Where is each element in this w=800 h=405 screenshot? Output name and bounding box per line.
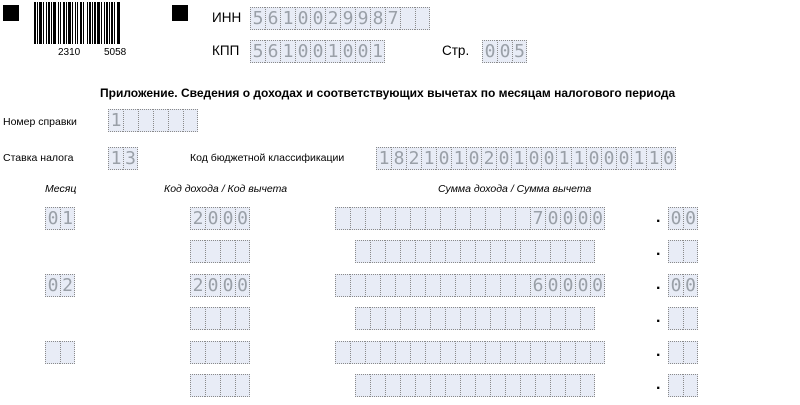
char-cell <box>485 207 500 230</box>
char-cell <box>460 240 475 263</box>
barcode-number-right: 5058 <box>104 47 127 58</box>
deduction-code-field-2[interactable] <box>190 307 250 330</box>
char-cell <box>560 341 575 364</box>
char-cell: 5 <box>512 40 527 63</box>
char-cell: 1 <box>60 207 75 230</box>
char-cell: 0 <box>575 207 590 230</box>
char-cell <box>550 240 565 263</box>
char-cell <box>395 207 410 230</box>
char-cell: 0 <box>482 40 497 63</box>
char-cell <box>580 307 595 330</box>
char-cell: 6 <box>265 40 280 63</box>
char-cell <box>395 274 410 297</box>
char-cell <box>425 207 440 230</box>
char-cell <box>565 374 580 397</box>
char-cell <box>515 207 530 230</box>
char-cell <box>370 240 385 263</box>
char-cell: 0 <box>310 7 325 30</box>
char-cell <box>485 341 500 364</box>
char-cell <box>500 274 515 297</box>
char-cell: 1 <box>631 147 646 170</box>
char-cell <box>385 240 400 263</box>
char-cell <box>550 307 565 330</box>
char-cell <box>455 207 470 230</box>
barcode-bar <box>53 2 56 44</box>
char-cell <box>580 374 595 397</box>
decimal-point: . <box>656 276 661 293</box>
barcode-bar <box>109 2 110 44</box>
char-cell: 0 <box>601 147 616 170</box>
kbk-label: Код бюджетной классификации <box>190 152 345 164</box>
barcode-bar <box>68 2 71 44</box>
char-cell <box>370 307 385 330</box>
char-cell <box>400 374 415 397</box>
char-cell <box>355 307 370 330</box>
char-cell: 6 <box>265 7 280 30</box>
income-code-field-3[interactable] <box>190 341 250 364</box>
barcode-bar <box>63 2 65 44</box>
char-cell: 0 <box>668 274 683 297</box>
char-cell <box>683 240 698 263</box>
inn-label: ИНН <box>212 10 242 25</box>
char-cell <box>668 374 683 397</box>
char-cell: 1 <box>108 147 123 170</box>
column-header-sum: Сумма дохода / Сумма вычета <box>438 183 592 195</box>
char-cell <box>410 341 425 364</box>
char-cell <box>415 7 430 30</box>
char-cell <box>370 374 385 397</box>
barcode-bar <box>117 2 120 44</box>
char-cell <box>190 341 205 364</box>
char-cell <box>440 207 455 230</box>
barcode-bar <box>34 2 36 44</box>
char-cell <box>520 240 535 263</box>
char-cell <box>683 341 698 364</box>
char-cell: 0 <box>590 274 605 297</box>
barcode-bar <box>114 2 115 44</box>
char-cell: 8 <box>370 7 385 30</box>
char-cell <box>683 374 698 397</box>
char-cell: 0 <box>616 147 631 170</box>
char-cell: 5 <box>250 40 265 63</box>
char-cell: 0 <box>295 40 310 63</box>
char-cell <box>205 341 220 364</box>
char-cell: 0 <box>310 40 325 63</box>
char-cell: 0 <box>45 207 60 230</box>
char-cell <box>475 374 490 397</box>
barcode-bar <box>72 2 73 44</box>
barcode-bar <box>94 2 96 44</box>
char-cell: 0 <box>560 207 575 230</box>
char-cell <box>520 374 535 397</box>
char-cell <box>500 341 515 364</box>
barcode-bar <box>58 2 59 44</box>
barcode-bar <box>37 2 38 44</box>
char-cell <box>235 307 250 330</box>
char-cell <box>385 374 400 397</box>
char-cell <box>365 274 380 297</box>
barcode-bar <box>87 2 88 44</box>
char-cell <box>490 240 505 263</box>
deduction-kopecks-field-2[interactable] <box>668 307 698 330</box>
page-number-field[interactable] <box>482 40 527 63</box>
barcode-bar <box>111 2 113 44</box>
char-cell: 6 <box>530 274 545 297</box>
char-cell <box>335 207 350 230</box>
barcode-bar <box>46 2 47 44</box>
deduction-sum-field-1[interactable] <box>355 240 595 263</box>
char-cell <box>445 307 460 330</box>
char-cell: 0 <box>586 147 601 170</box>
tax-rate-field[interactable] <box>108 147 138 170</box>
char-cell <box>430 307 445 330</box>
month-field-3[interactable] <box>45 341 75 364</box>
char-cell <box>190 240 205 263</box>
income-sum-field-2[interactable] <box>335 274 605 297</box>
char-cell <box>205 240 220 263</box>
tax-rate-label: Ставка налога <box>3 152 74 164</box>
char-cell <box>580 240 595 263</box>
income-sum-field-3[interactable] <box>335 341 605 364</box>
char-cell <box>425 341 440 364</box>
char-cell <box>535 240 550 263</box>
char-cell <box>530 341 545 364</box>
char-cell <box>153 109 168 132</box>
decimal-point: . <box>656 376 661 393</box>
char-cell <box>445 374 460 397</box>
char-cell: 0 <box>590 207 605 230</box>
char-cell: 0 <box>205 274 220 297</box>
char-cell <box>683 307 698 330</box>
deduction-kopecks-field-3[interactable] <box>668 374 698 397</box>
char-cell <box>205 374 220 397</box>
char-cell <box>455 341 470 364</box>
char-cell <box>235 341 250 364</box>
column-header-code: Код дохода / Код вычета <box>164 183 288 195</box>
char-cell: 0 <box>220 274 235 297</box>
char-cell: 0 <box>661 147 676 170</box>
char-cell <box>380 274 395 297</box>
char-cell: 1 <box>325 40 340 63</box>
char-cell: 1 <box>646 147 661 170</box>
char-cell <box>365 341 380 364</box>
char-cell <box>515 274 530 297</box>
char-cell <box>668 341 683 364</box>
barcode <box>34 2 142 44</box>
char-cell: 2 <box>325 7 340 30</box>
char-cell <box>335 274 350 297</box>
char-cell <box>455 274 470 297</box>
char-cell: 0 <box>235 207 250 230</box>
char-cell <box>575 341 590 364</box>
barcode-bar <box>101 2 102 44</box>
char-cell <box>45 341 60 364</box>
barcode-bar <box>106 2 108 44</box>
char-cell <box>365 207 380 230</box>
corner-marker-right <box>172 5 188 21</box>
char-cell: 0 <box>683 207 698 230</box>
char-cell <box>445 240 460 263</box>
deduction-sum-field-3[interactable] <box>355 374 595 397</box>
barcode-bar <box>104 2 105 44</box>
corner-marker-left <box>3 5 19 21</box>
char-cell <box>550 374 565 397</box>
char-cell <box>400 7 415 30</box>
char-cell <box>380 207 395 230</box>
char-cell <box>205 307 220 330</box>
char-cell: 2 <box>406 147 421 170</box>
char-cell: 2 <box>60 274 75 297</box>
char-cell: 0 <box>496 147 511 170</box>
char-cell: 1 <box>376 147 391 170</box>
char-cell <box>475 307 490 330</box>
char-cell <box>460 374 475 397</box>
barcode-number-left: 2310 <box>58 47 81 58</box>
char-cell: 0 <box>466 147 481 170</box>
char-cell <box>355 240 370 263</box>
char-cell: 3 <box>123 147 138 170</box>
char-cell <box>500 207 515 230</box>
char-cell: 1 <box>370 40 385 63</box>
char-cell <box>440 274 455 297</box>
char-cell: 1 <box>108 109 123 132</box>
barcode-bar <box>83 2 84 44</box>
char-cell <box>385 307 400 330</box>
char-cell: 0 <box>545 274 560 297</box>
barcode-bar <box>60 2 61 44</box>
char-cell <box>138 109 153 132</box>
char-cell: 0 <box>526 147 541 170</box>
char-cell <box>505 307 520 330</box>
char-cell: 2 <box>190 274 205 297</box>
char-cell: 0 <box>560 274 575 297</box>
char-cell <box>220 341 235 364</box>
char-cell <box>425 274 440 297</box>
char-cell: 1 <box>421 147 436 170</box>
char-cell <box>668 240 683 263</box>
char-cell <box>123 109 138 132</box>
char-cell: 2 <box>481 147 496 170</box>
char-cell <box>415 240 430 263</box>
barcode-bar <box>48 2 50 44</box>
char-cell <box>490 374 505 397</box>
char-cell: 0 <box>497 40 512 63</box>
char-cell <box>520 307 535 330</box>
char-cell <box>535 374 550 397</box>
income-sum-field-1[interactable] <box>335 207 605 230</box>
char-cell: 0 <box>436 147 451 170</box>
deduction-kopecks-field-1[interactable] <box>668 240 698 263</box>
char-cell <box>535 307 550 330</box>
column-header-month: Месяц <box>45 183 77 195</box>
char-cell: 0 <box>45 274 60 297</box>
char-cell: 0 <box>205 207 220 230</box>
barcode-bar <box>43 2 44 44</box>
income-kopecks-field-3[interactable] <box>668 341 698 364</box>
char-cell: 2 <box>190 207 205 230</box>
char-cell <box>440 341 455 364</box>
char-cell <box>380 341 395 364</box>
char-cell <box>490 307 505 330</box>
char-cell <box>565 240 580 263</box>
income-kopecks-field-2[interactable] <box>668 274 698 297</box>
char-cell <box>350 341 365 364</box>
barcode-bar <box>80 2 82 44</box>
kbk-field[interactable] <box>376 147 676 170</box>
certificate-number-label: Номер справки <box>3 116 77 128</box>
char-cell <box>190 307 205 330</box>
char-cell <box>668 307 683 330</box>
char-cell <box>410 274 425 297</box>
deduction-code-field-3[interactable] <box>190 374 250 397</box>
char-cell <box>415 307 430 330</box>
char-cell: 0 <box>683 274 698 297</box>
char-cell: 0 <box>541 147 556 170</box>
char-cell <box>220 240 235 263</box>
char-cell: 5 <box>250 7 265 30</box>
char-cell <box>505 374 520 397</box>
char-cell <box>505 240 520 263</box>
char-cell <box>350 274 365 297</box>
char-cell: 0 <box>668 207 683 230</box>
decimal-point: . <box>656 242 661 259</box>
char-cell <box>220 307 235 330</box>
char-cell <box>183 109 198 132</box>
char-cell: 0 <box>235 274 250 297</box>
barcode-bar <box>39 2 42 44</box>
char-cell: 0 <box>295 7 310 30</box>
char-cell <box>335 341 350 364</box>
char-cell <box>350 207 365 230</box>
char-cell <box>220 374 235 397</box>
deduction-sum-field-2[interactable] <box>355 307 595 330</box>
char-cell <box>355 374 370 397</box>
char-cell: 8 <box>391 147 406 170</box>
certificate-number-field[interactable] <box>108 109 198 132</box>
income-code-field-1[interactable] <box>190 207 250 230</box>
char-cell: 0 <box>340 40 355 63</box>
char-cell <box>475 240 490 263</box>
char-cell <box>430 240 445 263</box>
kpp-label: КПП <box>212 43 240 58</box>
char-cell: 1 <box>451 147 466 170</box>
section-title: Приложение. Сведения о доходах и соответствующих вычетах по месяцам налогового периода <box>100 86 676 100</box>
char-cell <box>415 374 430 397</box>
char-cell <box>565 307 580 330</box>
char-cell <box>60 341 75 364</box>
char-cell: 1 <box>280 40 295 63</box>
char-cell: 0 <box>220 207 235 230</box>
char-cell <box>400 307 415 330</box>
kpp-field[interactable] <box>250 40 385 63</box>
barcode-bar <box>89 2 91 44</box>
char-cell <box>545 341 560 364</box>
barcode-bar <box>97 2 100 44</box>
char-cell <box>235 374 250 397</box>
char-cell <box>400 240 415 263</box>
char-cell <box>515 341 530 364</box>
deduction-code-field-1[interactable] <box>190 240 250 263</box>
char-cell: 1 <box>280 7 295 30</box>
char-cell <box>395 341 410 364</box>
char-cell: 1 <box>511 147 526 170</box>
char-cell: 7 <box>385 7 400 30</box>
char-cell <box>470 274 485 297</box>
char-cell <box>470 207 485 230</box>
inn-field[interactable] <box>250 7 430 30</box>
char-cell <box>470 341 485 364</box>
barcode-bar <box>51 2 52 44</box>
income-kopecks-field-1[interactable] <box>668 207 698 230</box>
month-field-2[interactable] <box>45 274 75 297</box>
page-label: Стр. <box>442 43 470 58</box>
char-cell: 0 <box>545 207 560 230</box>
char-cell: 0 <box>355 40 370 63</box>
decimal-point: . <box>656 343 661 360</box>
char-cell: 1 <box>556 147 571 170</box>
char-cell <box>410 207 425 230</box>
char-cell: 9 <box>340 7 355 30</box>
char-cell <box>485 274 500 297</box>
barcode-bar <box>66 2 67 44</box>
char-cell <box>460 307 475 330</box>
char-cell: 0 <box>575 274 590 297</box>
barcode-bar <box>92 2 93 44</box>
char-cell: 1 <box>571 147 586 170</box>
barcode-bar <box>75 2 76 44</box>
month-field-1[interactable] <box>45 207 75 230</box>
decimal-point: . <box>656 309 661 326</box>
barcode-bar <box>77 2 78 44</box>
income-code-field-2[interactable] <box>190 274 250 297</box>
char-cell <box>190 374 205 397</box>
char-cell <box>590 341 605 364</box>
char-cell <box>430 374 445 397</box>
char-cell: 7 <box>530 207 545 230</box>
char-cell: 9 <box>355 7 370 30</box>
char-cell <box>168 109 183 132</box>
decimal-point: . <box>656 209 661 226</box>
char-cell <box>235 240 250 263</box>
